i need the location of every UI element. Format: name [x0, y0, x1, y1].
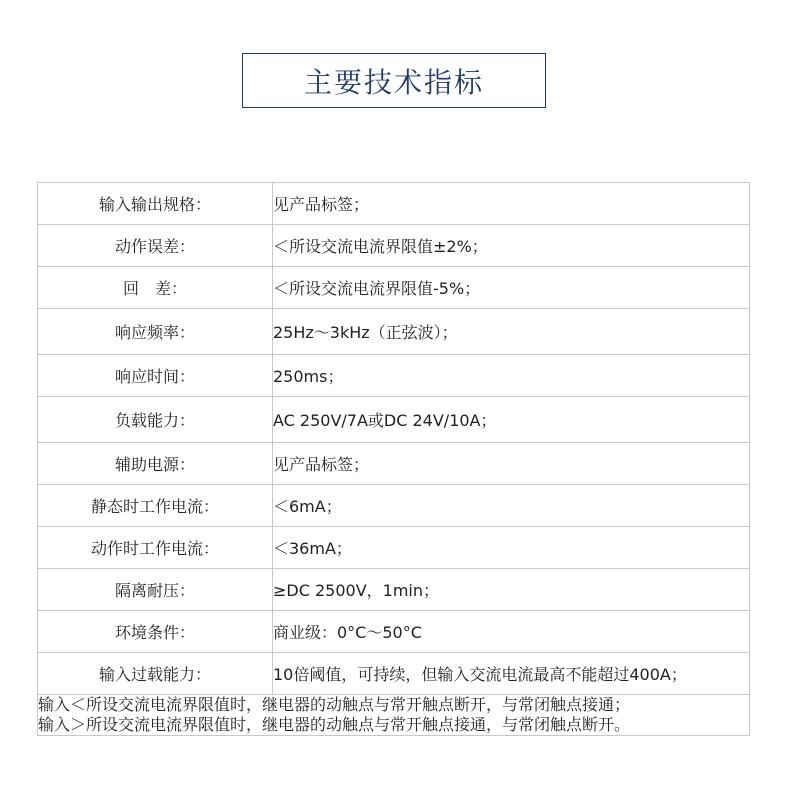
spec-label: 环境条件：	[38, 611, 273, 653]
notes-row	[38, 695, 750, 736]
page-title: 主要技术指标	[303, 65, 484, 99]
spec-table	[37, 182, 750, 736]
note-line: 输入＞所设交流电流界限值时，继电器的动触点与常开触点接通，与常闭触点断开。	[38, 715, 631, 734]
spec-label: 动作误差：	[38, 225, 273, 267]
spec-value: ＜所设交流电流界限值±2%；	[273, 225, 750, 267]
table-row	[38, 183, 750, 225]
spec-value: 商业级：0°C～50°C	[273, 611, 750, 653]
table-row	[38, 397, 750, 443]
note-line: 输入＜所设交流电流界限值时，继电器的动触点与常开触点断开，与常闭触点接通；	[38, 695, 631, 714]
spec-label: 响应时间：	[38, 355, 273, 397]
spec-value: 见产品标签；	[273, 183, 750, 225]
spec-label: 响应频率：	[38, 309, 273, 355]
spec-value: ≥DC 2500V，1min；	[273, 569, 750, 611]
spec-label: 输入输出规格：	[38, 183, 273, 225]
spec-value: 10倍阈值，可持续，但输入交流电流最高不能超过400A；	[273, 653, 750, 695]
spec-value: 250ms；	[273, 355, 750, 397]
spec-value: 见产品标签；	[273, 443, 750, 485]
spec-label: 负载能力：	[38, 397, 273, 443]
table-row	[38, 527, 750, 569]
table-row	[38, 653, 750, 695]
spec-label: 隔离耐压：	[38, 569, 273, 611]
spec-value: ＜所设交流电流界限值-5%；	[273, 267, 750, 309]
spec-value: ＜36mA；	[273, 527, 750, 569]
spec-label: 输入过载能力：	[38, 653, 273, 695]
table-row	[38, 267, 750, 309]
spec-value: 25Hz～3kHz（正弦波）；	[273, 309, 750, 355]
table-row	[38, 611, 750, 653]
spec-value: ＜6mA；	[273, 485, 750, 527]
table-row	[38, 355, 750, 397]
spec-label: 动作时工作电流：	[38, 527, 273, 569]
table-row	[38, 569, 750, 611]
table-row	[38, 485, 750, 527]
spec-label: 辅助电源：	[38, 443, 273, 485]
notes-cell	[38, 695, 750, 736]
table-row	[38, 309, 750, 355]
title-box	[242, 53, 546, 108]
spec-label: 回 差：	[38, 267, 273, 309]
table-row	[38, 443, 750, 485]
spec-value: AC 250V/7A或DC 24V/10A；	[273, 397, 750, 443]
table-row	[38, 225, 750, 267]
spec-label: 静态时工作电流：	[38, 485, 273, 527]
